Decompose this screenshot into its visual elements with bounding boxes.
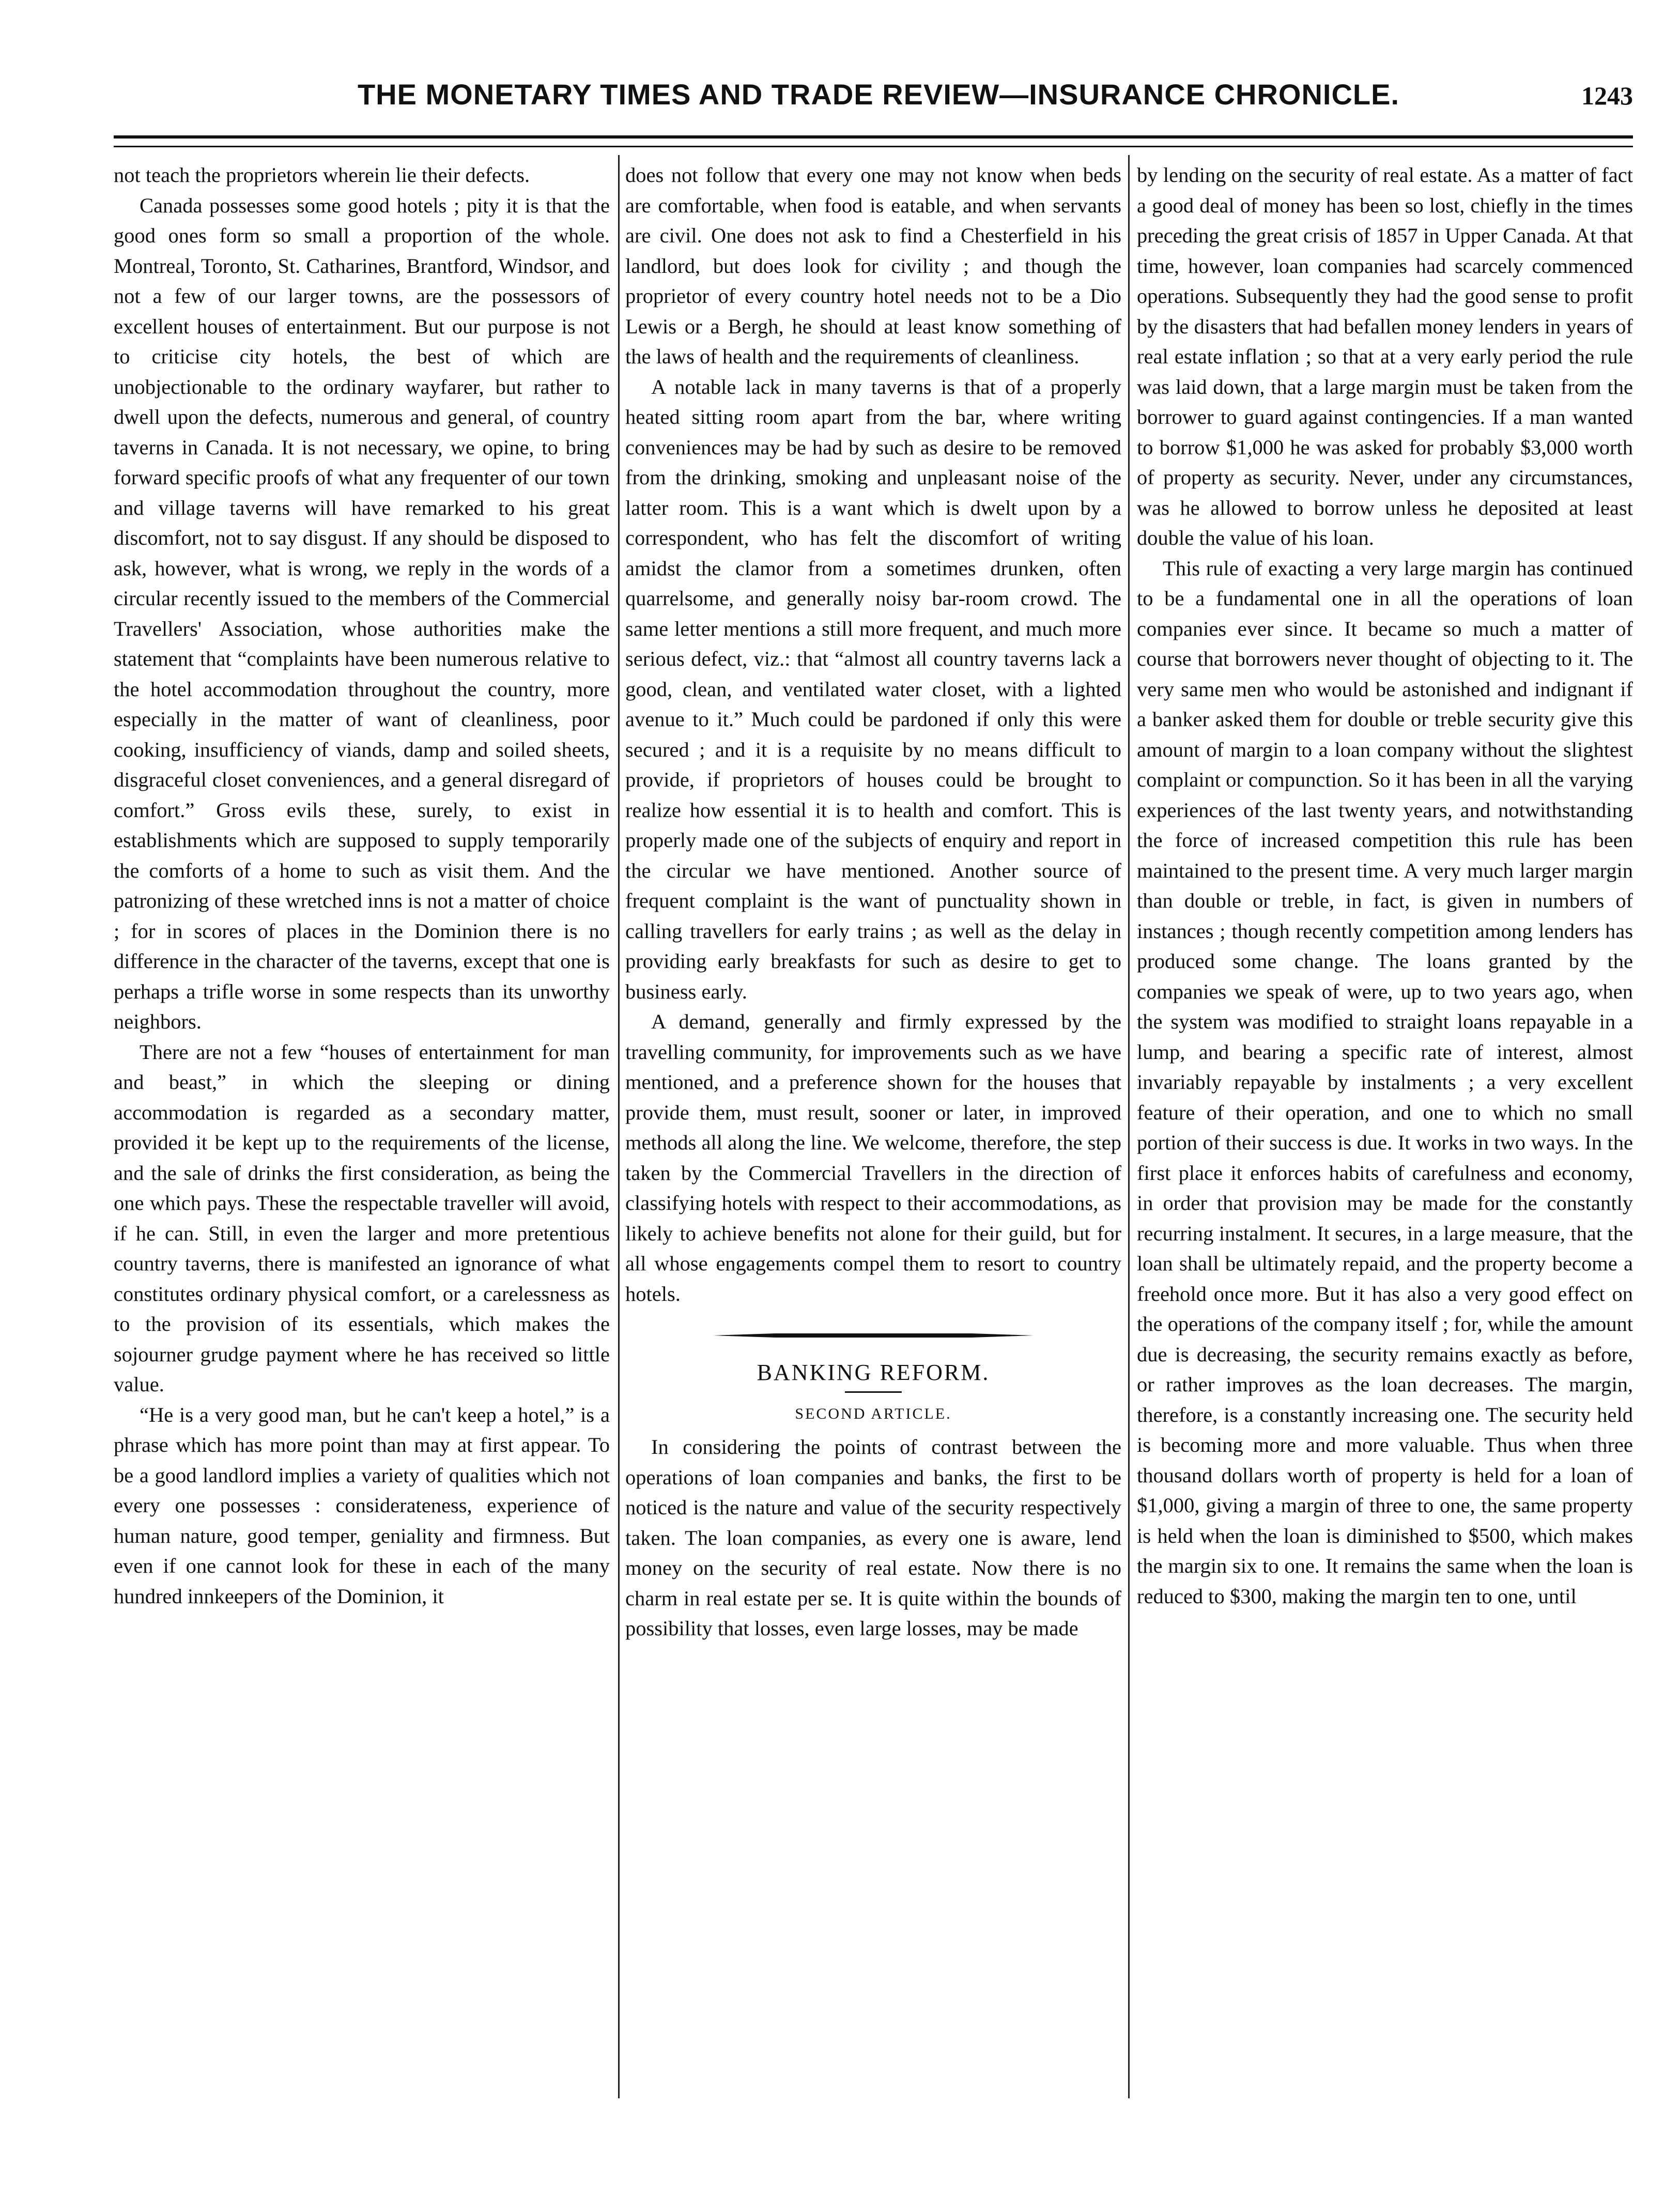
column-divider [1128,155,1130,2098]
paragraph: “He is a very good man, but he can't keep a hotel,” is a phrase which has more point than may at first appear. To be a good landlord implies a variety of qualities which not every one possesses : considerateness, experience of human nature, good temper, geniality and firmness. But even if one cannot look for these in each of the many hundred innkeepers of the Dominion, it [114,1403,610,1608]
section-divider-ornament [713,1328,1034,1343]
paragraph: In considering the points of contrast between the operations of loan companies and banks, the first to be noticed is the nature and value of the security respectively taken. The loan companies, as every one is aware, lend money on the security of real estate. Now there is no charm in real estate per se. It is quite within the bounds of possibility that losses, even large losses, may be made [625,1435,1121,1640]
paragraph: There are not a few “houses of entertainment for man and beast,” in which the sleeping or dining accommodation is regarded as a secondary matter, provided it be kept up to the requirements of the license, and the sale of drinks the first consideration, as being the one which pays. These the respectable traveller will avoid, if he can. Still, in even the larger and more pretentious country taverns, there is manifested an ignorance of what constitutes ordinary physical comfort, or a carelessness as to the provision of its essentials, which makes the sojourner grudge payment where he has received so little value. [114,1040,610,1396]
paragraph: A demand, generally and firmly expressed by the travelling community, for improvements such as we have mentioned, and a preference shown for the houses that provide them, must result, sooner or later, in improved methods all along the line. We welcome, therefore, the step taken by the Commercial Travellers in the direction of classifying hotels with respect to their accommodations, as likely to achieve benefits not alone for their guild, but for all whose engagements compel them to resort to country hotels. [625,1010,1121,1305]
header-rule-thick [114,135,1633,139]
column-3 [1137,160,1633,2124]
section-subhead: SECOND ARTICLE. [795,1405,952,1422]
column-divider [618,155,620,2098]
paragraph: does not follow that every one may not know when beds are comfortable, when food is eatable, and when servants are civil. One does not ask to find a Chesterfield in his landlord, but does look for civility ; and though the proprietor of every country hotel needs not to be a Dio Lewis or a Bergh, he should at least know something of the laws of health and the requirements of cleanliness. [625,163,1121,368]
paragraph: by lending on the security of real estate. As a matter of fact a good deal of money has been so lost, chiefly in the times preceding the great crisis of 1857 in Upper Canada. At that time, however, loan companies had scarcely commenced operations. Subsequently they had the good sense to profit by the disasters that had befallen money lenders in years of real estate inflation ; so that at a very early period the rule was laid down, that a large margin must be taken from the borrower to guard against contingencies. If a man wanted to borrow $1,000 he was asked for probably $3,000 worth of property as security. Never, under any circumstances, was he allowed to borrow unless he deposited at least double the value of his loan. [1137,163,1633,549]
paragraph: A notable lack in many taverns is that of a properly heated sitting room apart from the bar, where writing conveniences may be had by such as desire to be removed from the drinking, smoking and unpleasant noise of the latter room. This is a want which is dwelt upon by a correspondent, who has felt the discomfort of writing amidst the clamor from a sometimes drunken, often quarrelsome, and generally noisy bar-room crowd. The same letter mentions a still more frequent, and much more serious defect, viz.: that “almost all country taverns lack a good, clean, and ventilated water closet, with a lighted avenue to it.” Much could be pardoned if only this were secured ; and it is a requisite by no means difficult to provide, if proprietors of houses could be brought to realize how essential it is to health and comfort. This is properly made one of the subjects of enquiry and report in the circular we have mentioned. Another source of frequent complaint is the want of punctuality shown in calling travellers for early trains ; as well as the delay in providing early breakfasts for such as desire to get to business early. [625,375,1121,1003]
header-rule-thin [114,146,1633,147]
paragraph: This rule of exacting a very large margin has continued to be a fundamental one in all the operations of loan companies ever since. It became so much a matter of course that borrowers never thought of objecting to it. The very same men who would be astonished and indignant if a banker asked them for double or treble security give this amount of margin to a loan company without the slightest complaint or compunction. So it has been in all the varying experiences of the last twenty years, and notwithstanding the force of increased competition this rule has been maintained to the present time. A very much larger margin than double or treble, in fact, is given in numbers of instances ; though recently competition among lenders has produced some change. The loans granted by the companies we speak of were, up to two years ago, when the system was modified to straight loans repayable in a lump, and bearing a specific rate of interest, almost invariably repayable by instalments ; a very excellent feature of their operation, and one to which no small portion of their success is due. It works in two ways. In the first place it enforces habits of carefulness and economy, in order that provision may be made for the constantly recurring instalment. It secures, in a large measure, that the loan shall be ultimately repaid, and the property become a freehold once more. But it has also a very good effect on the operations of the company itself ; for, while the amount due is decreasing, the security remains exactly as before, or rather improves as the loan decreases. The margin, therefore, is a constantly increasing one. The security held is becoming more and more valuable. Thus when three thousand dollars worth of property is held for a loan of $1,000, giving a margin of three to one, the same property is held when the loan is diminished to $500, which makes the margin six to one. It remains the same when the loan is reduced to $300, making the margin ten to one, until [1137,556,1633,1608]
page-header [114,78,1633,134]
section-title: BANKING REFORM. [757,1360,990,1385]
column-1 [114,160,610,2124]
running-title: THE MONETARY TIMES AND TRADE REVIEW—INSURANCE CHRONICLE. [357,78,1400,111]
paragraph: not teach the proprietors wherein lie their defects. [114,163,530,187]
column-2 [625,160,1121,2124]
page-number: 1243 [1581,81,1633,110]
paragraph: Canada possesses some good hotels ; pity it is that the good ones form so small a proportion of the whole. Montreal, Toronto, St. Catharines, Brantford, Windsor, and not a few of our larger towns, are the possessors of excellent houses of entertainment. But our purpose is not to criticise city hotels, the best of which are unobjectionable to the ordinary wayfarer, but rather to dwell upon the defects, numerous and general, of country taverns in Canada. It is not necessary, we opine, to bring forward specific proofs of what any frequenter of our town and village taverns will have remarked to his great discomfort, not to say disgust. If any should be disposed to ask, however, what is wrong, we reply in the words of a circular recently issued to the members of the Commercial Travellers' Association, whose authorities make the statement that “complaints have been numerous relative to the hotel accommodation throughout the country, more especially in the matter of want of cleanliness, poor cooking, insufficiency of viands, damp and soiled sheets, disgraceful closet conveniences, and a general disregard of comfort.” Gross evils these, surely, to exist in establishments which are supposed to supply temporarily the comforts of a home to such as visit them. And the patronizing of these wretched inns is not a matter of choice ; for in scores of places in the Dominion there is no difference in the character of the taverns, except that one is perhaps a trifle worse in some respects than its unworthy neighbors. [114,193,610,1033]
title-underline [845,1391,902,1393]
